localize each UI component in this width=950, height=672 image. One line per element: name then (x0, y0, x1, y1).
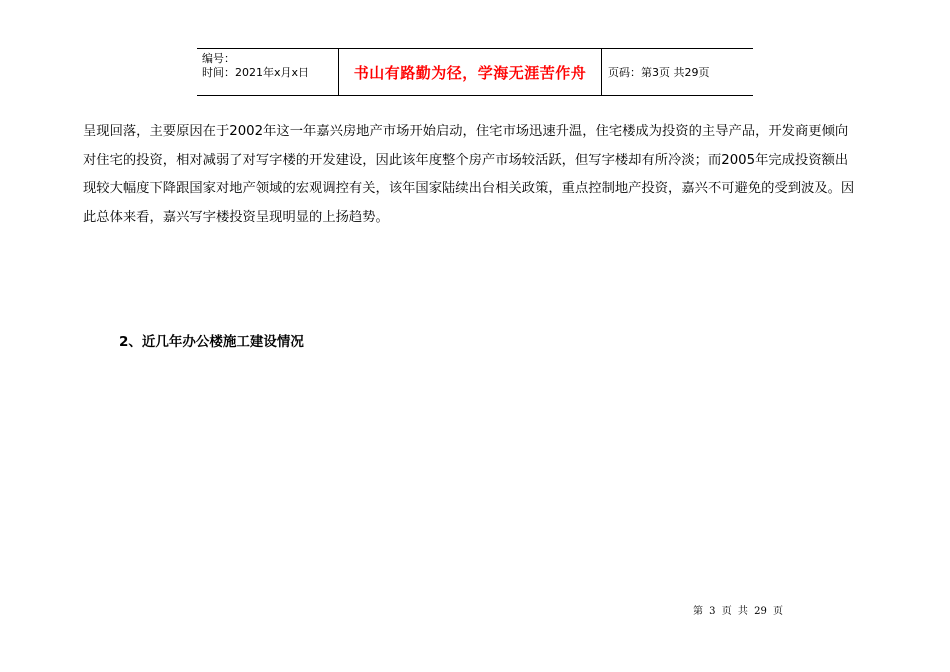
footer-page-number: 第 3 页 共 29 页 (693, 606, 783, 617)
document-time-label: 时间：2021年x月x日 (202, 66, 310, 79)
body-line: 呈现回落，主要原因在于2002年这一年嘉兴房地产市场开始启动，住宅市场迅速升温，住宅楼成为投资的主导产品，开发商更倾向 (83, 124, 849, 139)
body-paragraph (83, 118, 883, 232)
document-number-label: 编号： (202, 52, 235, 65)
body-line: 现较大幅度下降跟国家对地产领域的宏观调控有关，该年国家陆续出台相关政策，重点控制地产投资，嘉兴不可避免的受到波及。因 (83, 181, 855, 196)
header-motto: 书山有路勤为径，学海无涯苦作舟 (339, 49, 602, 95)
page-header (197, 48, 753, 96)
body-line: 对住宅的投资，相对减弱了对写字楼的开发建设，因此该年度整个房产市场较活跃，但写字楼却有所冷淡；而2005年完成投资额出 (83, 152, 849, 168)
body-line: 此总体来看，嘉兴写字楼投资呈现明显的上扬趋势。 (83, 209, 389, 225)
header-meta-cell (197, 49, 339, 95)
header-page-info: 页码：第3页 共29页 (608, 66, 710, 79)
section-heading: 2、近几年办公楼施工建设情况 (119, 334, 304, 350)
